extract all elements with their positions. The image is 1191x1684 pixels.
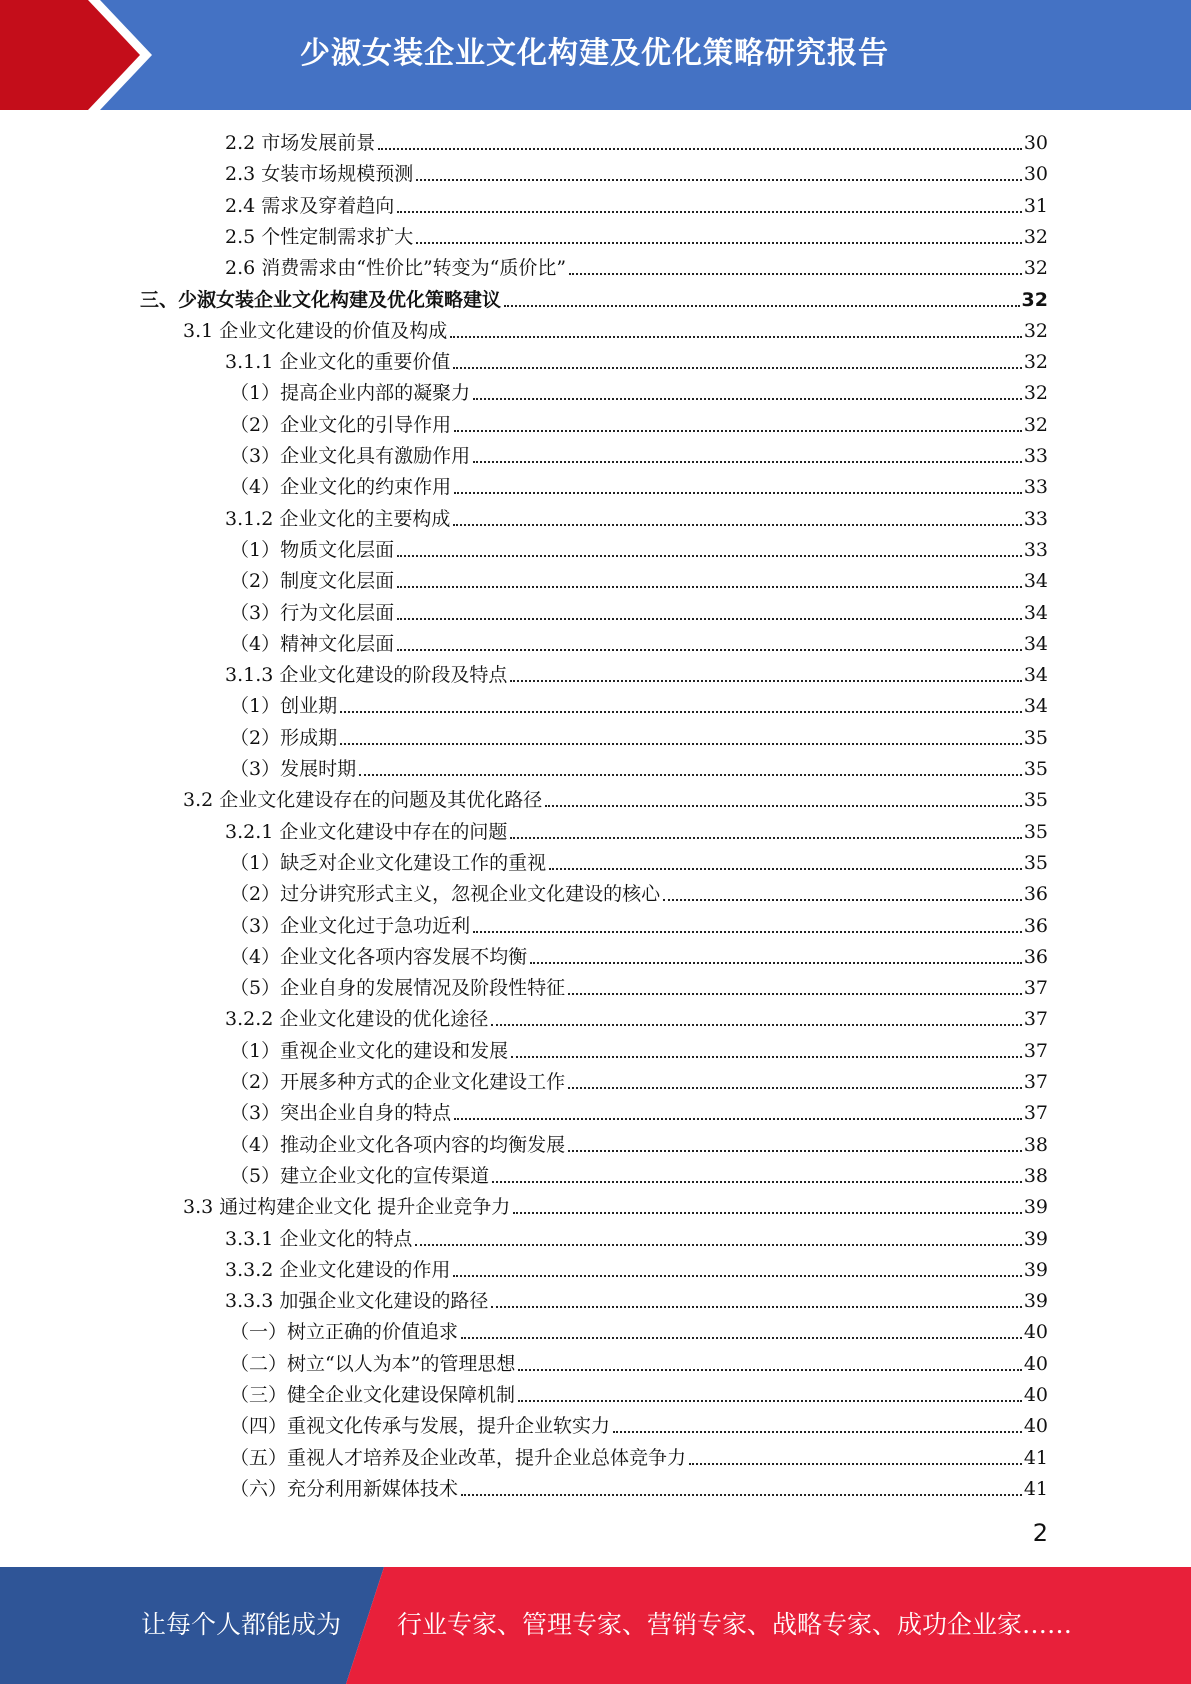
toc-entry-title: 3.2.2 企业文化建设的优化途径 <box>225 1008 489 1031</box>
toc-dot-leader <box>454 430 1022 432</box>
toc-entry-title: （1）提高企业内部的凝聚力 <box>230 382 471 405</box>
toc-dot-leader <box>545 805 1022 807</box>
toc-dot-leader <box>568 993 1022 995</box>
toc-entry-page: 32 <box>1021 288 1048 311</box>
toc-dot-leader <box>491 1306 1021 1308</box>
toc-entry-page: 40 <box>1023 1321 1048 1344</box>
toc-entry-page: 37 <box>1023 1039 1048 1062</box>
toc-entry-page: 33 <box>1023 507 1048 530</box>
toc-entry[interactable] <box>230 535 1048 565</box>
toc-dot-leader <box>453 524 1021 526</box>
toc-entry-page: 39 <box>1023 1290 1048 1313</box>
toc-entry-title: 2.6 消费需求由“性价比”转变为“质价比” <box>225 257 567 280</box>
toc-entry-title: （三）健全企业文化建设保障机制 <box>230 1384 516 1406</box>
toc-entry-title: （5）建立企业文化的宣传渠道 <box>230 1164 490 1187</box>
toc-entry[interactable] <box>230 1474 1048 1504</box>
toc-entry-page: 39 <box>1023 1227 1048 1250</box>
toc-dot-leader <box>359 774 1022 776</box>
toc-dot-leader <box>518 1400 1022 1402</box>
toc-entry[interactable] <box>225 817 1048 847</box>
toc-entry-page: 41 <box>1023 1446 1048 1469</box>
footer-band <box>0 1567 1191 1684</box>
toc-entry-page: 34 <box>1023 601 1048 624</box>
toc-entry[interactable] <box>230 1411 1048 1441</box>
header-band <box>0 0 1191 110</box>
toc-entry-page: 35 <box>1023 758 1048 780</box>
toc-entry-title: （3）行为文化层面 <box>230 601 395 624</box>
toc-entry-title: （五）重视人才培养及企业改革，提升企业总体竞争力 <box>230 1446 687 1469</box>
toc-dot-leader <box>473 931 1022 933</box>
toc-entry-title: 3.3 通过构建企业文化 提升企业竞争力 <box>183 1196 511 1219</box>
toc-entry[interactable] <box>183 785 1048 815</box>
toc-dot-leader <box>454 492 1022 494</box>
toc-entry[interactable] <box>230 1380 1048 1410</box>
toc-entry-page: 41 <box>1023 1477 1048 1500</box>
toc-entry[interactable] <box>230 629 1048 659</box>
toc-entry[interactable] <box>230 1098 1048 1128</box>
toc-entry-title: 3.3.1 企业文化的特点 <box>225 1227 413 1250</box>
footer-slogan-left: 让每个人都能成为 <box>141 1610 342 1639</box>
toc-entry[interactable] <box>225 1004 1048 1034</box>
toc-entry-page: 30 <box>1023 132 1048 154</box>
toc-entry-page: 33 <box>1023 445 1048 467</box>
toc-entry[interactable] <box>230 723 1048 753</box>
toc-dot-leader <box>511 1056 1022 1058</box>
toc-dot-leader <box>461 1494 1022 1496</box>
toc-entry[interactable] <box>225 1255 1048 1285</box>
toc-entry-page: 39 <box>1023 1258 1048 1281</box>
toc-entry-title: （4）精神文化层面 <box>230 632 395 655</box>
toc-entry-page: 37 <box>1023 977 1048 1000</box>
toc-entry[interactable] <box>230 973 1048 1003</box>
toc-entry[interactable] <box>225 253 1048 283</box>
toc-entry-page: 32 <box>1023 351 1048 374</box>
toc-entry-page: 34 <box>1023 664 1048 687</box>
toc-entry[interactable] <box>230 598 1048 628</box>
toc-entry[interactable] <box>230 1036 1048 1066</box>
toc-entry-page: 34 <box>1023 632 1048 655</box>
toc-entry[interactable] <box>183 1192 1048 1222</box>
toc-entry-title: 3.1.3 企业文化建设的阶段及特点 <box>225 664 508 687</box>
toc-dot-leader <box>340 743 1022 745</box>
toc-entry-title: 3.2.1 企业文化建设中存在的问题 <box>225 820 508 843</box>
toc-dot-leader <box>473 461 1022 463</box>
toc-entry-title: （1）缺乏对企业文化建设工作的重视 <box>230 851 547 874</box>
toc-entry[interactable] <box>230 441 1048 471</box>
toc-dot-leader <box>549 868 1022 870</box>
toc-dot-leader <box>613 1431 1022 1433</box>
toc-entry-page: 36 <box>1023 914 1048 937</box>
toc-entry[interactable] <box>183 316 1048 346</box>
toc-dot-leader <box>510 680 1021 682</box>
toc-dot-leader <box>450 336 1022 338</box>
toc-dot-leader <box>415 1244 1021 1246</box>
toc-dot-leader <box>453 1275 1021 1277</box>
toc-entry[interactable] <box>230 848 1048 878</box>
toc-entry-title: （5）企业自身的发展情况及阶段性特征 <box>230 977 566 1000</box>
toc-entry-title: （四）重视文化传承与发展，提升企业软实力 <box>230 1415 611 1438</box>
toc-dot-leader <box>491 1024 1021 1026</box>
toc-dot-leader <box>454 1118 1022 1120</box>
toc-dot-leader <box>397 211 1022 213</box>
toc-entry[interactable] <box>225 1224 1048 1254</box>
toc-entry[interactable] <box>230 754 1048 784</box>
toc-entry-page: 36 <box>1023 945 1048 968</box>
toc-entry[interactable] <box>230 1349 1048 1379</box>
toc-dot-leader <box>461 1337 1022 1339</box>
toc-dot-leader <box>416 242 1022 244</box>
toc-entry-title: （3）企业文化过于急功近利 <box>230 914 471 937</box>
toc-entry-title: （3）企业文化具有激励作用 <box>230 445 471 467</box>
toc-dot-leader <box>689 1463 1022 1465</box>
toc-entry-title: （1）物质文化层面 <box>230 538 395 561</box>
toc-entry-title: 3.2 企业文化建设存在的问题及其优化路径 <box>183 789 543 812</box>
toc-entry[interactable] <box>230 942 1048 972</box>
toc-entry[interactable] <box>225 504 1048 534</box>
toc-entry-page: 39 <box>1023 1196 1048 1219</box>
toc-dot-leader <box>416 179 1022 181</box>
toc-dot-leader <box>340 711 1022 713</box>
toc-entry-page: 33 <box>1023 538 1048 561</box>
toc-entry-page: 32 <box>1023 225 1048 248</box>
toc-entry-page: 40 <box>1023 1415 1048 1438</box>
toc-entry-page: 32 <box>1023 257 1048 280</box>
toc-entry[interactable] <box>230 566 1048 596</box>
toc-entry-page: 31 <box>1023 194 1048 217</box>
toc-dot-leader <box>513 1212 1022 1214</box>
toc-entry-title: （3）发展时期 <box>230 758 357 780</box>
toc-entry-title: 3.3.3 加强企业文化建设的路径 <box>225 1290 489 1313</box>
toc-entry-title: （一）树立正确的价值追求 <box>230 1321 459 1344</box>
toc-entry-page: 40 <box>1023 1384 1048 1406</box>
toc-entry[interactable] <box>230 1443 1048 1473</box>
toc-entry-page: 35 <box>1023 726 1048 749</box>
toc-dot-leader <box>569 273 1022 275</box>
toc-entry-title: 2.3 女装市场规模预测 <box>225 163 414 186</box>
toc-entry-title: （二）树立“以人为本”的管理思想 <box>230 1352 516 1375</box>
toc-entry-page: 37 <box>1023 1008 1048 1031</box>
toc-entry-page: 32 <box>1023 413 1048 436</box>
toc-entry-title: （2）过分讲究形式主义，忽视企业文化建设的核心 <box>230 883 661 906</box>
toc-entry-title: （1）创业期 <box>230 695 338 718</box>
toc-entry[interactable] <box>230 410 1048 440</box>
toc-entry-title: （3）突出企业自身的特点 <box>230 1102 452 1125</box>
toc-entry-title: （2）形成期 <box>230 726 338 749</box>
toc-entry-page: 30 <box>1023 163 1048 186</box>
toc-dot-leader <box>568 1087 1022 1089</box>
toc-dot-leader <box>453 367 1021 369</box>
footer-slogan-right: 行业专家、管理专家、营销专家、战略专家、成功企业家…… <box>397 1610 1073 1639</box>
toc-dot-leader <box>504 305 1020 307</box>
toc-dot-leader <box>397 555 1022 557</box>
toc-entry-title: （六）充分利用新媒体技术 <box>230 1477 459 1500</box>
toc-entry-title: 2.4 需求及穿着趋向 <box>225 194 395 217</box>
toc-entry[interactable] <box>230 1161 1048 1191</box>
toc-dot-leader <box>473 398 1022 400</box>
toc-entry-page: 37 <box>1023 1102 1048 1125</box>
toc-entry-title: （2）制度文化层面 <box>230 570 395 593</box>
toc-entry[interactable] <box>230 378 1048 408</box>
toc-entry-title: 2.2 市场发展前景 <box>225 132 376 154</box>
toc-entry-title: 3.1 企业文化建设的价值及构成 <box>183 319 448 342</box>
toc-entry-page: 35 <box>1023 789 1048 812</box>
toc-entry-title: 3.1.1 企业文化的重要价值 <box>225 351 451 374</box>
toc-entry-page: 37 <box>1023 1071 1048 1093</box>
toc-dot-leader <box>663 899 1022 901</box>
toc-entry[interactable] <box>230 472 1048 502</box>
toc-entry[interactable] <box>225 1286 1048 1316</box>
toc-entry-page: 35 <box>1023 851 1048 874</box>
toc-dot-leader <box>397 649 1022 651</box>
toc-entry-page: 38 <box>1023 1164 1048 1187</box>
page-number: 2 <box>1032 1519 1048 1547</box>
toc-dot-leader <box>492 1181 1022 1183</box>
header-arrow-decoration <box>0 0 160 110</box>
toc-entry[interactable] <box>225 191 1048 221</box>
toc-dot-leader <box>378 148 1022 150</box>
toc-entry-title: 三、少淑女装企业文化构建及优化策略建议 <box>140 288 502 311</box>
toc-entry-page: 38 <box>1023 1133 1048 1156</box>
toc-entry-page: 36 <box>1023 883 1048 906</box>
toc-dot-leader <box>510 837 1021 839</box>
toc-entry-page: 40 <box>1023 1352 1048 1375</box>
toc-entry-title: 2.5 个性定制需求扩大 <box>225 225 414 248</box>
toc-dot-leader <box>397 618 1022 620</box>
toc-entry[interactable] <box>230 879 1048 909</box>
toc-entry-title: （2）开展多种方式的企业文化建设工作 <box>230 1071 566 1093</box>
toc-entry-page: 32 <box>1023 319 1048 342</box>
report-title: 少淑女装企业文化构建及优化策略研究报告 <box>300 36 889 71</box>
toc-entry[interactable] <box>140 285 1048 315</box>
toc-entry[interactable] <box>225 128 1048 158</box>
toc-entry[interactable] <box>230 1317 1048 1347</box>
toc-entry-title: （1）重视企业文化的建设和发展 <box>230 1039 509 1062</box>
toc-dot-leader <box>530 962 1022 964</box>
toc-entry[interactable] <box>225 347 1048 377</box>
toc-entry-page: 33 <box>1023 476 1048 499</box>
toc-entry[interactable] <box>230 911 1048 941</box>
toc-entry-title: 3.3.2 企业文化建设的作用 <box>225 1258 451 1281</box>
toc-entry[interactable] <box>225 159 1048 189</box>
toc-entry-title: （4）企业文化各项内容发展不均衡 <box>230 945 528 968</box>
toc-entry[interactable] <box>225 660 1048 690</box>
toc-entry[interactable] <box>225 222 1048 252</box>
toc-entry-title: 3.1.2 企业文化的主要构成 <box>225 507 451 530</box>
toc-entry[interactable] <box>230 1067 1048 1097</box>
toc-entry-page: 34 <box>1023 570 1048 593</box>
toc-entry-page: 32 <box>1023 382 1048 405</box>
toc-entry[interactable] <box>230 1130 1048 1160</box>
toc-entry-title: （2）企业文化的引导作用 <box>230 413 452 436</box>
toc-entry[interactable] <box>230 691 1048 721</box>
toc-entry-title: （4）企业文化的约束作用 <box>230 476 452 499</box>
toc-dot-leader <box>518 1369 1021 1371</box>
toc-entry-page: 35 <box>1023 820 1048 843</box>
toc-entry-title: （4）推动企业文化各项内容的均衡发展 <box>230 1133 566 1156</box>
toc-entry-page: 34 <box>1023 695 1048 718</box>
toc-dot-leader <box>397 586 1022 588</box>
toc-dot-leader <box>568 1150 1022 1152</box>
